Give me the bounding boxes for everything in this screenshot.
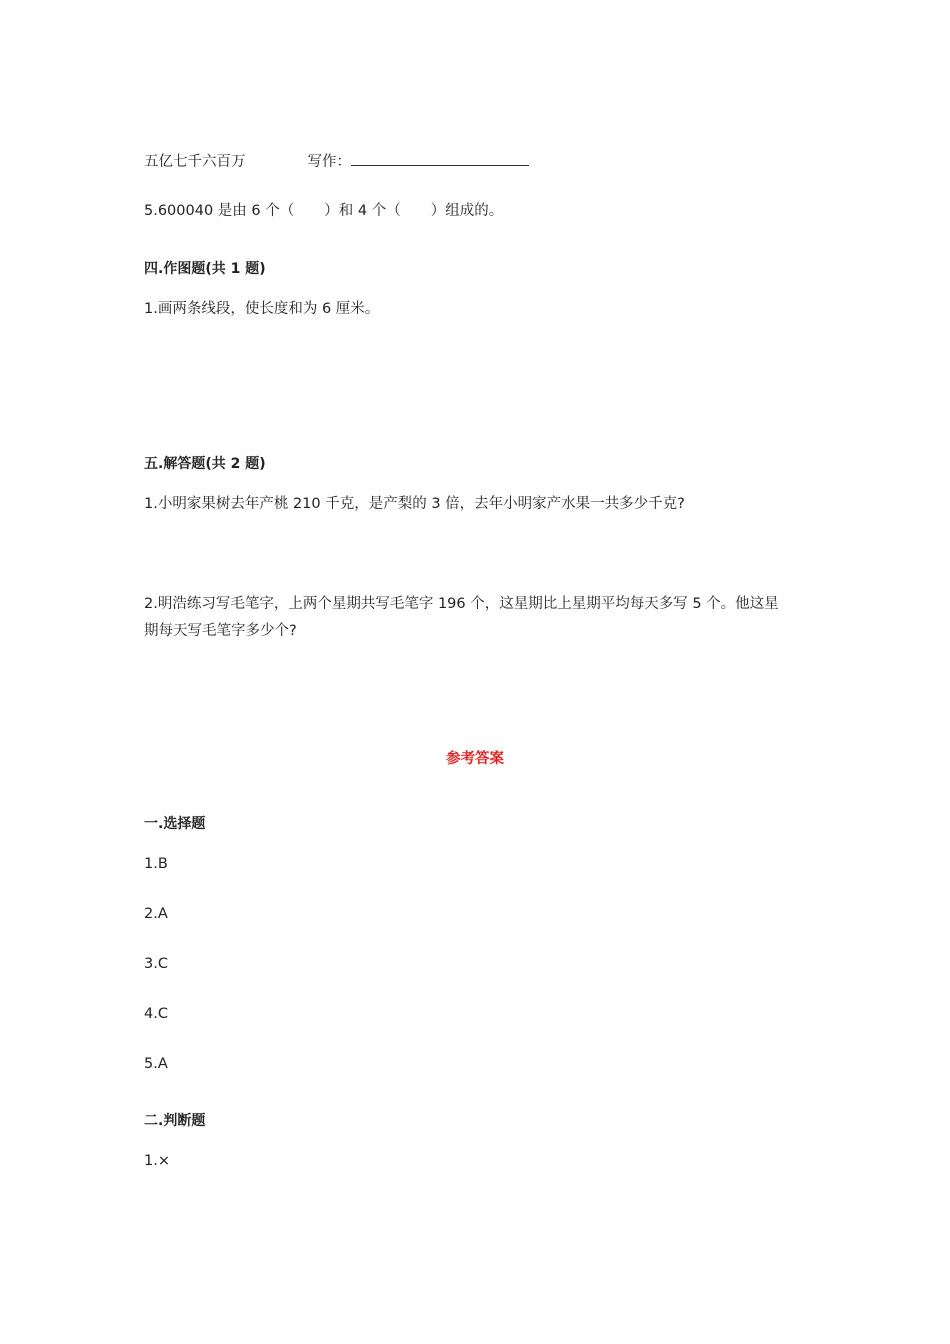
answer-item: 1.×: [144, 1153, 170, 1169]
section-4-heading: 四.作图题(共 1 题): [144, 261, 266, 277]
answer-blank-line: [351, 151, 529, 166]
answer-section-2-heading: 二.判断题: [144, 1113, 206, 1129]
section-5-question-1: 1.小明家果树去年产桃 210 千克，是产梨的 3 倍，去年小明家产水果一共多少千克?: [144, 496, 685, 512]
answer-item: 5.A: [144, 1056, 168, 1072]
fill-question-5: [144, 201, 503, 221]
answer-key-title: 参考答案: [446, 751, 504, 767]
q5-text-a: 5.600040 是由 6 个（: [144, 203, 295, 219]
q5-text-b: ）和 4 个（: [324, 203, 401, 219]
section-5-question-2-line-1: 2.明浩练习写毛笔字，上两个星期共写毛笔字 196 个，这星期比上星期平均每天多写 5 个。他这星: [144, 596, 779, 612]
section-5-heading: 五.解答题(共 2 题): [144, 456, 266, 472]
answer-item: 4.C: [144, 1006, 168, 1022]
section-4-question-1: 1.画两条线段，使长度和为 6 厘米。: [144, 301, 380, 317]
fill-question-4: [144, 151, 529, 172]
number-words: 五亿七千六百万: [144, 154, 246, 170]
write-label: 写作：: [307, 154, 351, 170]
answer-item: 2.A: [144, 906, 168, 922]
answer-item: 3.C: [144, 956, 168, 972]
q5-text-c: ）组成的。: [430, 203, 504, 219]
answer-section-1-heading: 一.选择题: [144, 816, 206, 832]
section-5-question-2-line-2: 期每天写毛笔字多少个?: [144, 623, 297, 639]
answer-item: 1.B: [144, 856, 168, 872]
